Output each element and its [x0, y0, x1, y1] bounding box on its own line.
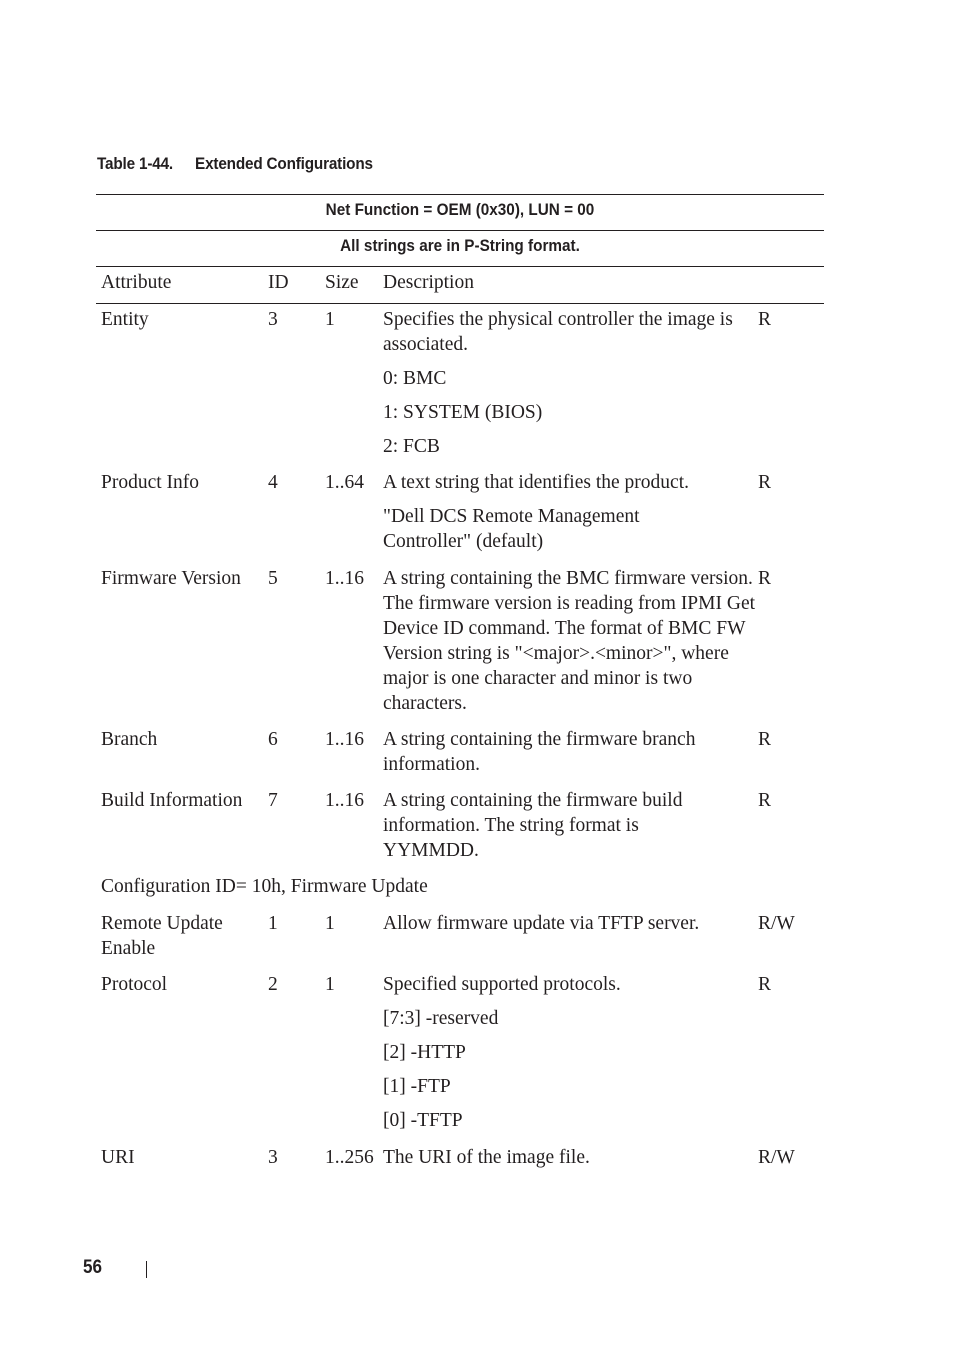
header-id: ID [268, 272, 289, 293]
row-description: The URI of the image file. [383, 1147, 590, 1168]
description-default: "Dell DCS Remote Management Controller" (default) [383, 506, 640, 552]
header-top-rule [96, 266, 824, 267]
row-access: R [758, 472, 772, 493]
row-attribute: Protocol [101, 974, 168, 995]
row-size: 1..256 [325, 1147, 374, 1168]
row-attribute: Entity [101, 309, 149, 330]
row-attribute: Firmware Version [101, 568, 241, 589]
row-id: 4 [268, 472, 278, 493]
row-description: A text string that identifies the product. [383, 472, 689, 493]
description-option: 0: BMC [383, 368, 447, 389]
row-id: 3 [268, 309, 278, 330]
description-text: Specifies the physical controller the image is associated. [383, 309, 733, 355]
row-access: R [758, 790, 772, 811]
row-description: A string containing the BMC firmware version. The firmware version is reading from IPMI Get Device ID command. The format of BMC FW Version string is "<major>.<minor>", where major is one character and minor is two characters. [383, 568, 756, 714]
description-option: 2: FCB [383, 436, 440, 457]
row-id: 6 [268, 729, 278, 750]
row-size: 1 [325, 309, 335, 330]
row-attribute: Remote Update Enable [101, 913, 223, 959]
net-function-band: Net Function = OEM (0x30), LUN = 00 [325, 200, 595, 219]
row-id: 5 [268, 568, 278, 589]
page-number: 56 [83, 1257, 103, 1278]
header-description: Description [383, 272, 474, 293]
row-access: R [758, 974, 772, 995]
description-option: [0] -TFTP [383, 1110, 463, 1131]
row-size: 1..16 [325, 790, 364, 811]
header-bottom-rule [96, 303, 824, 304]
row-description: Specified supported protocols. [383, 974, 621, 995]
row-id: 1 [268, 913, 278, 934]
row-access: R/W [758, 1147, 795, 1168]
table-top-rule [96, 194, 824, 195]
row-access: R [758, 729, 772, 750]
row-description: Allow firmware update via TFTP server. [383, 913, 700, 934]
row-size: 1 [325, 974, 335, 995]
row-access: R/W [758, 913, 795, 934]
footer-divider [146, 1261, 147, 1278]
description-option: 1: SYSTEM (BIOS) [383, 402, 543, 423]
description-option: [7:3] -reserved [383, 1008, 499, 1029]
description-option: [1] -FTP [383, 1076, 451, 1097]
row-access: R [758, 568, 772, 589]
row-attribute: Build Information [101, 790, 243, 811]
row-id: 2 [268, 974, 278, 995]
row-attribute: Branch [101, 729, 158, 750]
row-description: A string containing the firmware branch information. [383, 729, 696, 775]
row-id: 7 [268, 790, 278, 811]
row-description [383, 307, 755, 357]
header-attribute: Attribute [101, 272, 172, 293]
row-attribute: Product Info [101, 472, 200, 493]
table-title: Extended Configurations [195, 154, 373, 173]
description-option: [2] -HTTP [383, 1042, 466, 1063]
row-size: 1 [325, 913, 335, 934]
row-attribute: URI [101, 1147, 135, 1168]
band-divider [96, 230, 824, 231]
row-size: 1..16 [325, 568, 364, 589]
row-access: R [758, 309, 772, 330]
string-format-band: All strings are in P-String format. [340, 236, 580, 255]
row-id: 3 [268, 1147, 278, 1168]
table-number: Table 1-44. [97, 154, 173, 173]
row-size: 1..16 [325, 729, 364, 750]
row-description: A string containing the firmware build information. The string format is YYMMDD. [383, 790, 683, 861]
table-caption [97, 154, 373, 174]
row-size: 1..64 [325, 472, 364, 493]
section-heading: Configuration ID= 10h, Firmware Update [101, 876, 428, 897]
header-size: Size [325, 272, 359, 293]
